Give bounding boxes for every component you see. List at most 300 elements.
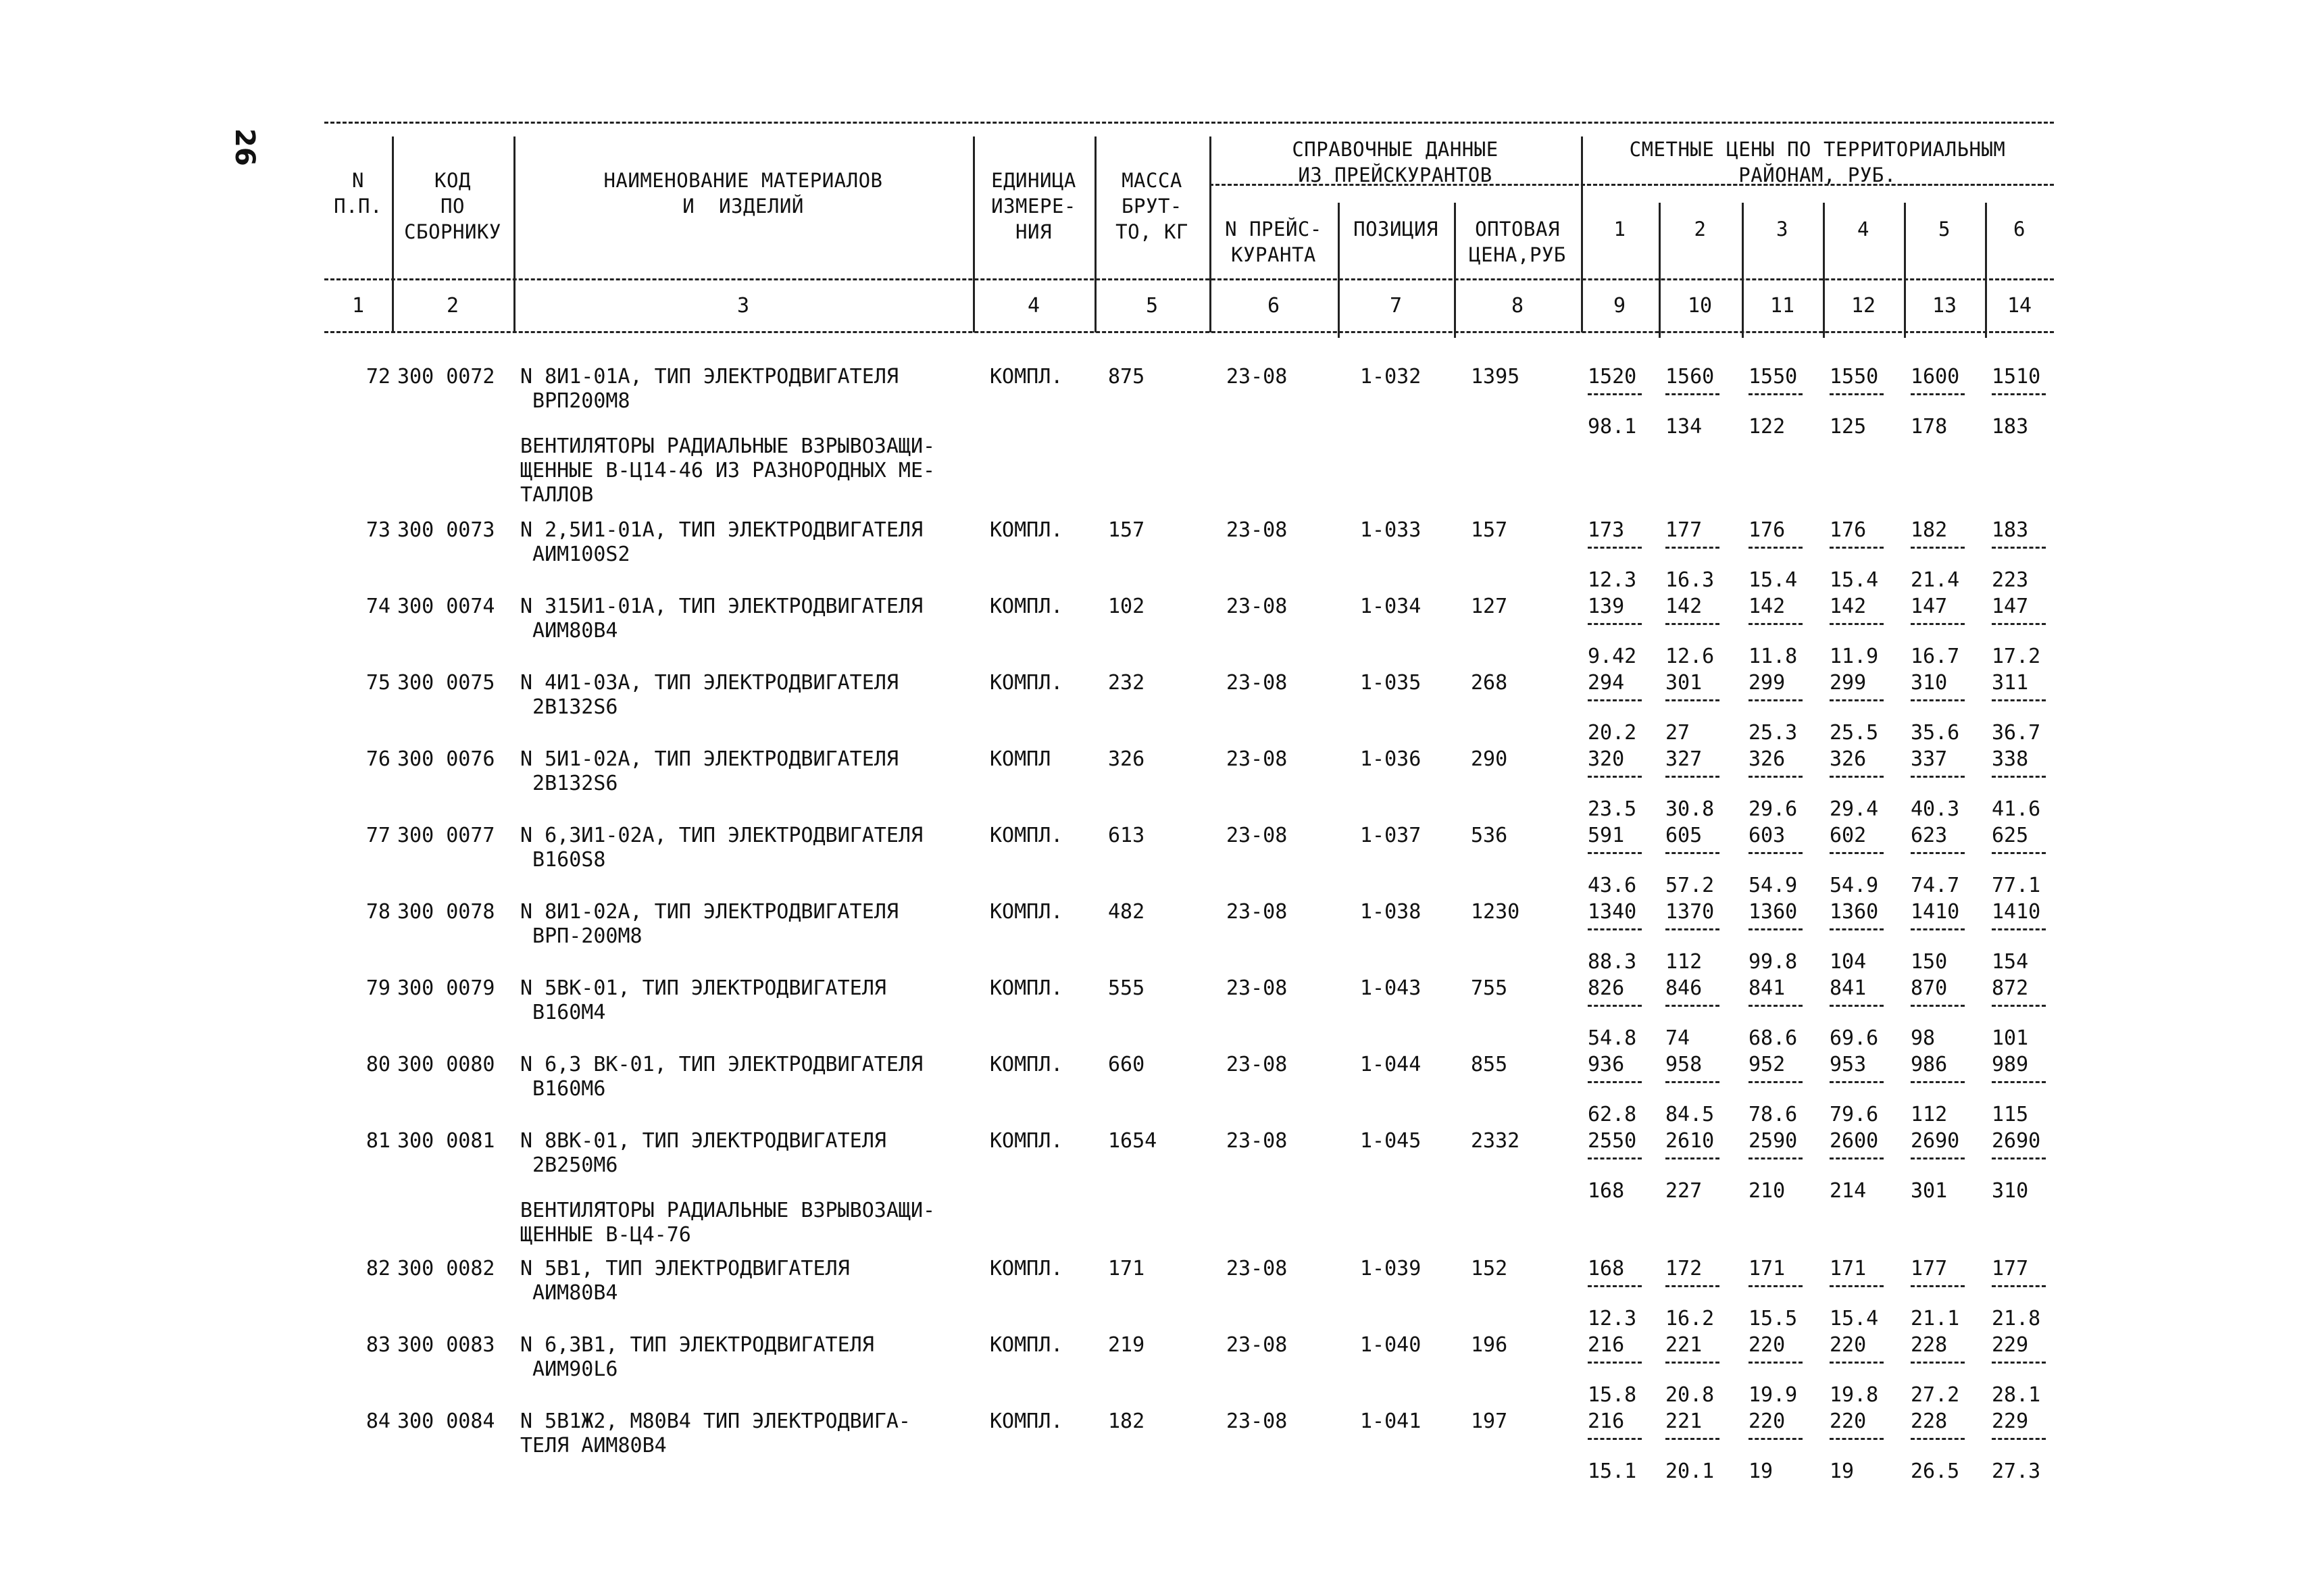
- header-bottom-rule: [324, 331, 2054, 333]
- price-fraction-rule: [1830, 1362, 1884, 1364]
- region-transport-cost: 214: [1830, 1179, 1867, 1203]
- price-fraction-rule: [1992, 1157, 2046, 1159]
- region-transport-cost: 12.3: [1588, 568, 1637, 592]
- price-fraction-rule: [1588, 547, 1642, 549]
- region-transport-cost: 77.1: [1992, 874, 2041, 897]
- row-unit: КОМПЛ.: [990, 1257, 1063, 1280]
- region-price: 301: [1665, 671, 1703, 695]
- region-price: 177: [1992, 1257, 2029, 1280]
- row-pricelist: 23-08: [1226, 1333, 1288, 1357]
- row-code: 300 0079: [397, 976, 495, 1000]
- region-price: 989: [1992, 1053, 2029, 1076]
- row-pricelist: 23-08: [1226, 518, 1288, 542]
- row-number: 72: [366, 365, 391, 389]
- region-price: 173: [1588, 518, 1625, 542]
- region-transport-cost: 29.4: [1830, 797, 1879, 821]
- row-position: 1-044: [1360, 1053, 1422, 1076]
- row-unit: КОМПЛ.: [990, 976, 1063, 1000]
- region-price: 936: [1588, 1053, 1625, 1076]
- region-price: 182: [1911, 518, 1948, 542]
- row-pricelist: 23-08: [1226, 1129, 1288, 1153]
- row-position: 1-041: [1360, 1410, 1422, 1433]
- region-transport-cost: 19.8: [1830, 1383, 1879, 1407]
- region-price: 2590: [1749, 1129, 1798, 1153]
- row-code: 300 0072: [397, 365, 495, 389]
- region-price: 142: [1749, 595, 1786, 618]
- region-price: 311: [1992, 671, 2029, 695]
- row-name: N 315И1-01А, ТИП ЭЛЕКТРОДВИГАТЕЛЯ АИМ80В4: [520, 595, 924, 643]
- region-transport-cost: 15.5: [1749, 1307, 1798, 1330]
- header-np: N П.П.: [334, 169, 382, 218]
- row-number: 83: [366, 1333, 391, 1357]
- region-transport-cost: 20.8: [1665, 1383, 1715, 1407]
- price-fraction-rule: [1992, 547, 2046, 549]
- region-price: 603: [1749, 824, 1786, 847]
- region-price: 1550: [1749, 365, 1798, 389]
- row-mass: 219: [1108, 1333, 1145, 1357]
- row-position: 1-035: [1360, 671, 1422, 695]
- price-fraction-rule: [1992, 1438, 2046, 1440]
- region-price: 605: [1665, 824, 1703, 847]
- row-unit: КОМПЛ.: [990, 1053, 1063, 1076]
- region-price: 168: [1588, 1257, 1625, 1280]
- region-transport-cost: 19: [1749, 1460, 1774, 1483]
- row-number: 77: [366, 824, 391, 847]
- region-price: 220: [1749, 1333, 1786, 1357]
- price-fraction-rule: [1665, 776, 1719, 778]
- row-pricelist: 23-08: [1226, 1053, 1288, 1076]
- price-fraction-rule: [1749, 1157, 1803, 1159]
- region-transport-cost: 16.2: [1665, 1307, 1715, 1330]
- region-transport-cost: 74: [1665, 1026, 1690, 1050]
- row-name: N 6,3В1, ТИП ЭЛЕКТРОДВИГАТЕЛЯ АИМ90L6: [520, 1333, 874, 1381]
- row-wholesale: 855: [1471, 1053, 1508, 1076]
- region-price: 841: [1749, 976, 1786, 1000]
- header-mid-rule: [324, 278, 2054, 280]
- region-price: 1410: [1992, 900, 2041, 924]
- region-transport-cost: 9.42: [1588, 645, 1637, 668]
- region-price: 1560: [1665, 365, 1715, 389]
- row-code: 300 0082: [397, 1257, 495, 1280]
- region-price: 1360: [1749, 900, 1798, 924]
- row-unit: КОМПЛ.: [990, 518, 1063, 542]
- price-fraction-rule: [1588, 1005, 1642, 1007]
- region-transport-cost: 54.9: [1830, 874, 1879, 897]
- column-number: 4: [1027, 294, 1040, 318]
- column-number: 3: [736, 294, 750, 318]
- row-number: 82: [366, 1257, 391, 1280]
- row-name: N 8И1-01А, ТИП ЭЛЕКТРОДВИГАТЕЛЯ ВРП200М8: [520, 365, 899, 413]
- row-position: 1-032: [1360, 365, 1422, 389]
- region-transport-cost: 98.1: [1588, 415, 1637, 439]
- region-price: 176: [1830, 518, 1867, 542]
- row-mass: 326: [1108, 747, 1145, 771]
- region-price: 139: [1588, 595, 1625, 618]
- price-fraction-rule: [1911, 776, 1965, 778]
- region-transport-cost: 25.5: [1830, 721, 1879, 745]
- region-transport-cost: 178: [1911, 415, 1948, 439]
- price-fraction-rule: [1911, 547, 1965, 549]
- region-price: 986: [1911, 1053, 1948, 1076]
- header-region: 1: [1613, 218, 1626, 241]
- row-number: 81: [366, 1129, 391, 1153]
- row-wholesale: 2332: [1471, 1129, 1520, 1153]
- col-sep: [513, 136, 515, 332]
- row-wholesale: 290: [1471, 747, 1508, 771]
- region-transport-cost: 16.3: [1665, 568, 1715, 592]
- region-price: 337: [1911, 747, 1948, 771]
- row-unit: КОМПЛ.: [990, 1410, 1063, 1433]
- row-code: 300 0081: [397, 1129, 495, 1153]
- price-fraction-rule: [1588, 1362, 1642, 1364]
- row-position: 1-040: [1360, 1333, 1422, 1357]
- row-wholesale: 1395: [1471, 365, 1520, 389]
- price-fraction-rule: [1665, 623, 1719, 625]
- region-price: 841: [1830, 976, 1867, 1000]
- region-price: 142: [1665, 595, 1703, 618]
- price-fraction-rule: [1665, 1081, 1719, 1083]
- region-transport-cost: 41.6: [1992, 797, 2041, 821]
- column-number: 7: [1389, 294, 1403, 318]
- column-number: 2: [446, 294, 459, 318]
- price-fraction-rule: [1588, 1157, 1642, 1159]
- row-mass: 102: [1108, 595, 1145, 618]
- column-number: 13: [1932, 294, 1957, 318]
- region-price: 1340: [1588, 900, 1637, 924]
- region-price: 171: [1830, 1257, 1867, 1280]
- price-fraction-rule: [1992, 852, 2046, 854]
- region-transport-cost: 57.2: [1665, 874, 1715, 897]
- region-transport-cost: 301: [1911, 1179, 1948, 1203]
- region-transport-cost: 54.8: [1588, 1026, 1637, 1050]
- price-fraction-rule: [1830, 852, 1884, 854]
- price-fraction-rule: [1665, 1285, 1719, 1287]
- header-region: 2: [1694, 218, 1707, 241]
- header-region-group: СМЕТНЫЕ ЦЕНЫ ПО ТЕРРИТОРИАЛЬНЫМ РАЙОНАМ, РУБ.: [1629, 138, 2006, 186]
- region-transport-cost: 69.6: [1830, 1026, 1879, 1050]
- row-position: 1-036: [1360, 747, 1422, 771]
- header-wholesale: ОПТОВАЯ ЦЕНА,РУБ: [1469, 218, 1566, 266]
- region-transport-cost: 223: [1992, 568, 2029, 592]
- region-price: 310: [1911, 671, 1948, 695]
- region-price: 299: [1830, 671, 1867, 695]
- price-fraction-rule: [1665, 547, 1719, 549]
- price-fraction-rule: [1665, 699, 1719, 701]
- row-position: 1-038: [1360, 900, 1422, 924]
- row-unit: КОМПЛ.: [990, 365, 1063, 389]
- price-fraction-rule: [1992, 1285, 2046, 1287]
- region-transport-cost: 122: [1749, 415, 1786, 439]
- header-mass: МАССА БРУТ- ТО, КГ: [1115, 169, 1188, 243]
- region-price: 1600: [1911, 365, 1960, 389]
- price-fraction-rule: [1992, 1081, 2046, 1083]
- region-transport-cost: 104: [1830, 950, 1867, 974]
- column-number: 10: [1687, 294, 1713, 318]
- price-fraction-rule: [1992, 393, 2046, 395]
- region-price: 228: [1911, 1333, 1948, 1357]
- header-pricelist: N ПРЕЙС- КУРАНТА: [1225, 218, 1322, 266]
- price-fraction-rule: [1911, 1081, 1965, 1083]
- row-wholesale: 197: [1471, 1410, 1508, 1433]
- region-price: 229: [1992, 1410, 2029, 1433]
- region-price: 826: [1588, 976, 1625, 1000]
- row-pricelist: 23-08: [1226, 595, 1288, 618]
- page-number: 26: [229, 128, 260, 166]
- region-price: 958: [1665, 1053, 1703, 1076]
- row-code: 300 0076: [397, 747, 495, 771]
- row-wholesale: 1230: [1471, 900, 1520, 924]
- row-pricelist: 23-08: [1226, 976, 1288, 1000]
- price-fraction-rule: [1665, 852, 1719, 854]
- row-position: 1-033: [1360, 518, 1422, 542]
- price-fraction-rule: [1749, 1081, 1803, 1083]
- region-price: 220: [1749, 1410, 1786, 1433]
- region-transport-cost: 20.2: [1588, 721, 1637, 745]
- row-name: N 6,3 ВК-01, ТИП ЭЛЕКТРОДВИГАТЕЛЯ В160М6: [520, 1053, 924, 1101]
- row-name: N 5И1-02А, ТИП ЭЛЕКТРОДВИГАТЕЛЯ 2В132S6: [520, 747, 899, 795]
- region-transport-cost: 210: [1749, 1179, 1786, 1203]
- price-fraction-rule: [1749, 1285, 1803, 1287]
- row-mass: 1654: [1108, 1129, 1157, 1153]
- price-fraction-rule: [1830, 1285, 1884, 1287]
- row-number: 76: [366, 747, 391, 771]
- region-price: 2610: [1665, 1129, 1715, 1153]
- price-fraction-rule: [1830, 1157, 1884, 1159]
- region-transport-cost: 168: [1588, 1179, 1625, 1203]
- row-pricelist: 23-08: [1226, 824, 1288, 847]
- region-price: 2550: [1588, 1129, 1637, 1153]
- region-transport-cost: 68.6: [1749, 1026, 1798, 1050]
- price-fraction-rule: [1665, 1438, 1719, 1440]
- region-price: 220: [1830, 1410, 1867, 1433]
- price-fraction-rule: [1665, 1157, 1719, 1159]
- region-price: 1370: [1665, 900, 1715, 924]
- row-wholesale: 196: [1471, 1333, 1508, 1357]
- row-unit: КОМПЛ.: [990, 1333, 1063, 1357]
- region-transport-cost: 74.7: [1911, 874, 1960, 897]
- header-region: 5: [1938, 218, 1951, 241]
- region-transport-cost: 11.9: [1830, 645, 1879, 668]
- header-position: ПОЗИЦИЯ: [1353, 218, 1438, 241]
- row-pricelist: 23-08: [1226, 365, 1288, 389]
- price-fraction-rule: [1588, 699, 1642, 701]
- header-name: НАИМЕНОВАНИЕ МАТЕРИАЛОВ И ИЗДЕЛИЙ: [603, 169, 883, 218]
- row-mass: 182: [1108, 1410, 1145, 1433]
- region-transport-cost: 112: [1911, 1103, 1948, 1126]
- column-number: 5: [1145, 294, 1159, 318]
- region-price: 1410: [1911, 900, 1960, 924]
- row-mass: 555: [1108, 976, 1145, 1000]
- region-transport-cost: 26.5: [1911, 1460, 1960, 1483]
- price-fraction-rule: [1588, 1438, 1642, 1440]
- row-code: 300 0077: [397, 824, 495, 847]
- region-price: 2690: [1992, 1129, 2041, 1153]
- region-transport-cost: 101: [1992, 1026, 2029, 1050]
- price-fraction-rule: [1749, 699, 1803, 701]
- region-price: 872: [1992, 976, 2029, 1000]
- price-fraction-rule: [1749, 393, 1803, 395]
- region-price: 952: [1749, 1053, 1786, 1076]
- region-transport-cost: 21.8: [1992, 1307, 2041, 1330]
- price-fraction-rule: [1749, 1005, 1803, 1007]
- region-price: 216: [1588, 1410, 1625, 1433]
- row-pricelist: 23-08: [1226, 671, 1288, 695]
- region-transport-cost: 23.5: [1588, 797, 1637, 821]
- row-name: N 8ВК-01, ТИП ЭЛЕКТРОДВИГАТЕЛЯ 2В250М6: [520, 1129, 886, 1177]
- region-price: 228: [1911, 1410, 1948, 1433]
- header-top-rule: [324, 122, 2054, 124]
- row-code: 300 0078: [397, 900, 495, 924]
- row-number: 84: [366, 1410, 391, 1433]
- region-transport-cost: 35.6: [1911, 721, 1960, 745]
- row-wholesale: 268: [1471, 671, 1508, 695]
- price-fraction-rule: [1830, 1081, 1884, 1083]
- column-number: 1: [351, 294, 365, 318]
- region-transport-cost: 150: [1911, 950, 1948, 974]
- price-fraction-rule: [1830, 623, 1884, 625]
- price-fraction-rule: [1830, 776, 1884, 778]
- row-unit: КОМПЛ.: [990, 900, 1063, 924]
- region-price: 870: [1911, 976, 1948, 1000]
- region-price: 1520: [1588, 365, 1637, 389]
- price-fraction-rule: [1830, 1438, 1884, 1440]
- price-fraction-rule: [1911, 928, 1965, 930]
- region-price: 327: [1665, 747, 1703, 771]
- row-code: 300 0073: [397, 518, 495, 542]
- price-fraction-rule: [1588, 393, 1642, 395]
- price-fraction-rule: [1665, 1005, 1719, 1007]
- row-pricelist: 23-08: [1226, 900, 1288, 924]
- region-price: 2690: [1911, 1129, 1960, 1153]
- region-transport-cost: 27.3: [1992, 1460, 2041, 1483]
- region-transport-cost: 98: [1911, 1026, 1936, 1050]
- row-unit: КОМПЛ.: [990, 671, 1063, 695]
- region-transport-cost: 15.4: [1830, 1307, 1879, 1330]
- row-number: 79: [366, 976, 391, 1000]
- row-mass: 482: [1108, 900, 1145, 924]
- row-unit: КОМПЛ.: [990, 1129, 1063, 1153]
- row-wholesale: 152: [1471, 1257, 1508, 1280]
- region-transport-cost: 29.6: [1749, 797, 1798, 821]
- region-transport-cost: 99.8: [1749, 950, 1798, 974]
- region-transport-cost: 19.9: [1749, 1383, 1798, 1407]
- region-price: 220: [1830, 1333, 1867, 1357]
- region-price: 338: [1992, 747, 2029, 771]
- region-transport-cost: 21.1: [1911, 1307, 1960, 1330]
- region-price: 294: [1588, 671, 1625, 695]
- price-fraction-rule: [1911, 1005, 1965, 1007]
- price-fraction-rule: [1588, 623, 1642, 625]
- region-transport-cost: 27.2: [1911, 1383, 1960, 1407]
- row-wholesale: 755: [1471, 976, 1508, 1000]
- price-fraction-rule: [1588, 928, 1642, 930]
- column-number: 6: [1267, 294, 1280, 318]
- column-number: 12: [1851, 294, 1876, 318]
- price-fraction-rule: [1749, 1362, 1803, 1364]
- price-fraction-rule: [1588, 776, 1642, 778]
- region-price: 177: [1911, 1257, 1948, 1280]
- region-transport-cost: 15.4: [1830, 568, 1879, 592]
- price-fraction-rule: [1992, 1362, 2046, 1364]
- region-price: 1360: [1830, 900, 1879, 924]
- row-unit: КОМПЛ: [990, 747, 1051, 771]
- row-code: 300 0083: [397, 1333, 495, 1357]
- row-mass: 613: [1108, 824, 1145, 847]
- region-price: 591: [1588, 824, 1625, 847]
- region-transport-cost: 112: [1665, 950, 1703, 974]
- region-price: 2600: [1830, 1129, 1879, 1153]
- price-fraction-rule: [1830, 1005, 1884, 1007]
- region-transport-cost: 16.7: [1911, 645, 1960, 668]
- region-transport-cost: 79.6: [1830, 1103, 1879, 1126]
- price-fraction-rule: [1665, 393, 1719, 395]
- region-price: 299: [1749, 671, 1786, 695]
- price-fraction-rule: [1911, 393, 1965, 395]
- header-code: КОД ПО СБОРНИКУ: [404, 169, 501, 243]
- column-number: 8: [1511, 294, 1524, 318]
- section-title: ВЕНТИЛЯТОРЫ РАДИАЛЬНЫЕ ВЗРЫВОЗАЩИ- ЩЕННЫЕ В-Ц14-46 ИЗ РАЗНОРОДНЫХ МЕ- ТАЛЛОВ: [520, 434, 936, 507]
- row-code: 300 0074: [397, 595, 495, 618]
- price-fraction-rule: [1911, 1438, 1965, 1440]
- price-fraction-rule: [1830, 699, 1884, 701]
- region-transport-cost: 43.6: [1588, 874, 1637, 897]
- region-price: 326: [1749, 747, 1786, 771]
- price-fraction-rule: [1992, 623, 2046, 625]
- region-transport-cost: 125: [1830, 415, 1867, 439]
- region-price: 171: [1749, 1257, 1786, 1280]
- price-fraction-rule: [1830, 928, 1884, 930]
- row-name: N 5ВК-01, ТИП ЭЛЕКТРОДВИГАТЕЛЯ В160М4: [520, 976, 886, 1024]
- price-fraction-rule: [1911, 1285, 1965, 1287]
- region-price: 183: [1992, 518, 2029, 542]
- section-title: ВЕНТИЛЯТОРЫ РАДИАЛЬНЫЕ ВЗРЫВОЗАЩИ- ЩЕННЫЕ В-Ц4-76: [520, 1199, 936, 1247]
- region-transport-cost: 310: [1992, 1179, 2029, 1203]
- row-name: N 5В1, ТИП ЭЛЕКТРОДВИГАТЕЛЯ АИМ80В4: [520, 1257, 850, 1305]
- price-fraction-rule: [1749, 928, 1803, 930]
- price-fraction-rule: [1992, 699, 2046, 701]
- price-fraction-rule: [1749, 1438, 1803, 1440]
- region-transport-cost: 227: [1665, 1179, 1703, 1203]
- region-transport-cost: 30.8: [1665, 797, 1715, 821]
- row-wholesale: 157: [1471, 518, 1508, 542]
- row-unit: КОМПЛ.: [990, 824, 1063, 847]
- region-transport-cost: 78.6: [1749, 1103, 1798, 1126]
- row-mass: 660: [1108, 1053, 1145, 1076]
- row-number: 74: [366, 595, 391, 618]
- region-price: 953: [1830, 1053, 1867, 1076]
- region-price: 846: [1665, 976, 1703, 1000]
- price-fraction-rule: [1911, 1157, 1965, 1159]
- region-transport-cost: 17.2: [1992, 645, 2041, 668]
- row-position: 1-039: [1360, 1257, 1422, 1280]
- price-fraction-rule: [1749, 852, 1803, 854]
- region-price: 229: [1992, 1333, 2029, 1357]
- row-name: N 4И1-03А, ТИП ЭЛЕКТРОДВИГАТЕЛЯ 2В132S6: [520, 671, 899, 719]
- price-fraction-rule: [1588, 1285, 1642, 1287]
- price-fraction-rule: [1588, 1081, 1642, 1083]
- column-number: 14: [2007, 294, 2032, 318]
- row-mass: 157: [1108, 518, 1145, 542]
- row-pricelist: 23-08: [1226, 747, 1288, 771]
- row-position: 1-045: [1360, 1129, 1422, 1153]
- region-transport-cost: 154: [1992, 950, 2029, 974]
- region-transport-cost: 21.4: [1911, 568, 1960, 592]
- row-mass: 232: [1108, 671, 1145, 695]
- row-unit: КОМПЛ.: [990, 595, 1063, 618]
- region-price: 147: [1911, 595, 1948, 618]
- header-region: 4: [1857, 218, 1869, 241]
- region-transport-cost: 28.1: [1992, 1383, 2041, 1407]
